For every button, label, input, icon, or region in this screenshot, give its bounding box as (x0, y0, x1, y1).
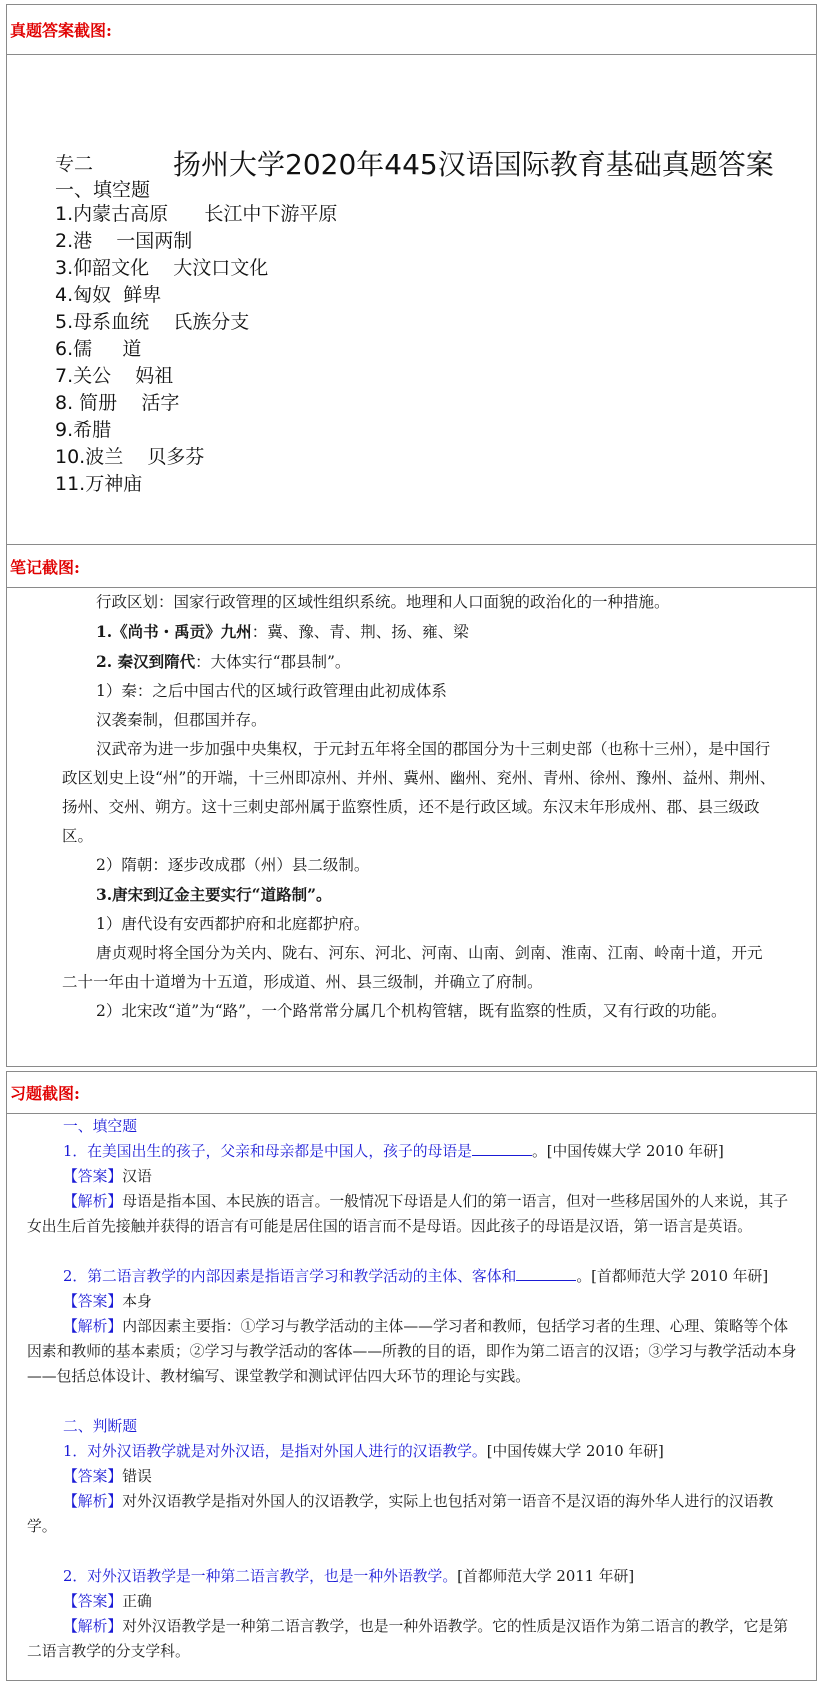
analysis-text: 对外汉语教学是指对外国人的汉语教学，实际上也包括对第一语音不是汉语的海外华人进行的汉语教学。 (27, 1493, 774, 1535)
notes-paragraph: 2）隋朝：逐步改成郡（州）县二级制。 (96, 856, 370, 874)
question-text: 2．对外汉语教学是一种第二语言教学，也是一种外语教学。 (63, 1568, 458, 1585)
notes-heading: 1.《尚书・禹贡》九州 (96, 622, 252, 641)
notes-body (62, 588, 776, 1026)
analysis-text: 内部因素主要指：①学习与教学活动的主体——学习者和教师，包括学习者的生理、心理、策略等个体因素和教师的基本素质；②学习与教学活动的客体——所教的目的语，即作为第二语言的汉语；③学习与教学活动本身——包括总体设计、教材编写、课堂教学和测试评估四大环节的理论与实践。 (27, 1318, 797, 1385)
answer-item: 5.母系血统 氏族分支 (55, 311, 250, 333)
exercise-heading: 二、判断题 (63, 1418, 137, 1435)
notes-paragraph (62, 880, 776, 910)
exercise-screenshot-section (6, 1071, 817, 1681)
analysis-line (27, 1489, 802, 1539)
notes-paragraph: 汉武帝为进一步加强中央集权，于元封五年将全国的郡国分为十三刺史部（也称十三州），是中国行政区划史上设“州”的开端，十三州即凉州、并州、冀州、幽州、兖州、青州、徐州、豫州、益州、荆州、扬州、交州、朔方。这十三刺史部州属于监察性质，还不是行政区域。东汉末年形成州、郡、县三级政区。 (62, 740, 776, 845)
analysis-tag: 【解析】 (63, 1193, 123, 1210)
question (27, 1564, 802, 1589)
analysis-tag: 【解析】 (63, 1318, 123, 1335)
spacer (27, 1389, 802, 1414)
notes-section-label: 笔记截图: (7, 545, 816, 588)
exercise-section-label: 习题截图: (7, 1072, 816, 1114)
question-text: 1．在美国出生的孩子，父亲和母亲都是中国人，孩子的母语是 (63, 1143, 472, 1160)
answer-value: 汉语 (122, 1168, 152, 1185)
answer-item: 3.仰韶文化 大汶口文化 (55, 257, 269, 279)
answer-value: 本身 (122, 1293, 152, 1310)
notes-paragraph: 汉袭秦制，但郡国并存。 (96, 711, 267, 729)
exercise-heading: 一、填空题 (63, 1118, 137, 1135)
answer-blank (472, 1141, 532, 1156)
answer-line (27, 1164, 802, 1189)
answer-tag: 【答案】 (63, 1468, 123, 1485)
answer-line (27, 1289, 802, 1314)
notes-screenshot-section (6, 544, 817, 1067)
answer-list (55, 201, 337, 498)
answer-blank (516, 1266, 576, 1281)
notes-paragraph (62, 617, 776, 647)
answer-item: 1.内蒙古高原 长江中下游平原 (55, 203, 338, 225)
question-text: 1．对外汉语教学就是对外汉语，是指对外国人进行的汉语教学。 (63, 1443, 487, 1460)
answer-tag: 【答案】 (63, 1168, 123, 1185)
answer-tag: 【答案】 (63, 1293, 123, 1310)
notes-paragraph (62, 647, 776, 677)
answer-screenshot-section (6, 4, 817, 545)
notes-paragraph: 2）北宋改“道”为“路”，一个路常常分属几个机构管辖，既有监察的性质，又有行政的功能。 (96, 1002, 727, 1020)
question-source: [首都师范大学 2011 年研] (457, 1568, 635, 1585)
exercise-body (27, 1114, 802, 1664)
answer-tag: 【答案】 (63, 1593, 123, 1610)
notes-heading: 3.唐宋到辽金主要实行“道路制”。 (96, 885, 332, 904)
answer-title: 扬州大学2020年445汉语国际教育基础真题答案 (173, 148, 774, 181)
question (27, 1439, 802, 1464)
notes-heading: 2. 秦汉到隋代 (96, 652, 196, 671)
answer-item: 10.波兰 贝多芬 (55, 446, 205, 468)
answer-item: 11.万神庙 (55, 473, 143, 495)
answer-item: 6.儒 道 (55, 338, 142, 360)
answer-item: 4.匈奴 鲜卑 (55, 284, 162, 306)
analysis-line (27, 1614, 802, 1664)
question (27, 1264, 802, 1289)
answer-value: 正确 (122, 1593, 152, 1610)
question-source: [中国传媒大学 2010 年研] (486, 1443, 664, 1460)
notes-text: ：冀、豫、青、荆、扬、雍、梁 (251, 623, 469, 641)
spacer (27, 1539, 802, 1564)
answer-line (27, 1589, 802, 1614)
analysis-line (27, 1189, 802, 1239)
question-source: 。[首都师范大学 2010 年研] (576, 1268, 769, 1285)
notes-text: ：大体实行“郡县制”。 (195, 653, 351, 671)
answer-image (7, 55, 816, 544)
answer-item: 9.希腊 (55, 419, 112, 441)
question-text: 2．第二语言教学的内部因素是指语言学习和教学活动的主体、客体和 (63, 1268, 517, 1285)
notes-paragraph: 唐贞观时将全国分为关内、陇右、河东、河北、河南、山南、剑南、淮南、江南、岭南十道，开元二十一年由十道增为十五道，形成道、州、县三级制，并确立了府制。 (62, 944, 763, 991)
analysis-text: 母语是指本国、本民族的语言。一般情况下母语是人们的第一语言，但对一些移居国外的人来说，其子女出生后首先接触并获得的语言有可能是居住国的语言而不是母语。因此孩子的母语是汉语，第一语言是英语。 (27, 1193, 789, 1235)
notes-paragraph: 行政区划：国家行政管理的区域性组织系统。地理和人口面貌的政治化的一种措施。 (96, 593, 670, 611)
analysis-tag: 【解析】 (63, 1493, 123, 1510)
question (27, 1139, 802, 1164)
notes-paragraph: 1）秦：之后中国古代的区域行政管理由此初成体系 (96, 682, 447, 700)
answer-prefix: 专二 (55, 153, 94, 175)
answer-item: 2.港 一国两制 (55, 230, 193, 252)
analysis-text: 对外汉语教学是一种第二语言教学，也是一种外语教学。它的性质是汉语作为第二语言的教学，它是第二语言教学的分支学科。 (27, 1618, 789, 1660)
question-source: 。[中国传媒大学 2010 年研] (531, 1143, 724, 1160)
analysis-line (27, 1314, 802, 1389)
answer-item: 7.关公 妈祖 (55, 365, 174, 387)
answer-value: 错误 (122, 1468, 152, 1485)
answer-section-label: 真题答案截图: (7, 5, 816, 55)
answer-subsection: 一、填空题 (55, 179, 151, 201)
answer-line (27, 1464, 802, 1489)
analysis-tag: 【解析】 (63, 1618, 123, 1635)
notes-paragraph: 1）唐代设有安西都护府和北庭都护府。 (96, 915, 370, 933)
answer-item: 8. 简册 活字 (55, 392, 180, 414)
spacer (27, 1239, 802, 1264)
